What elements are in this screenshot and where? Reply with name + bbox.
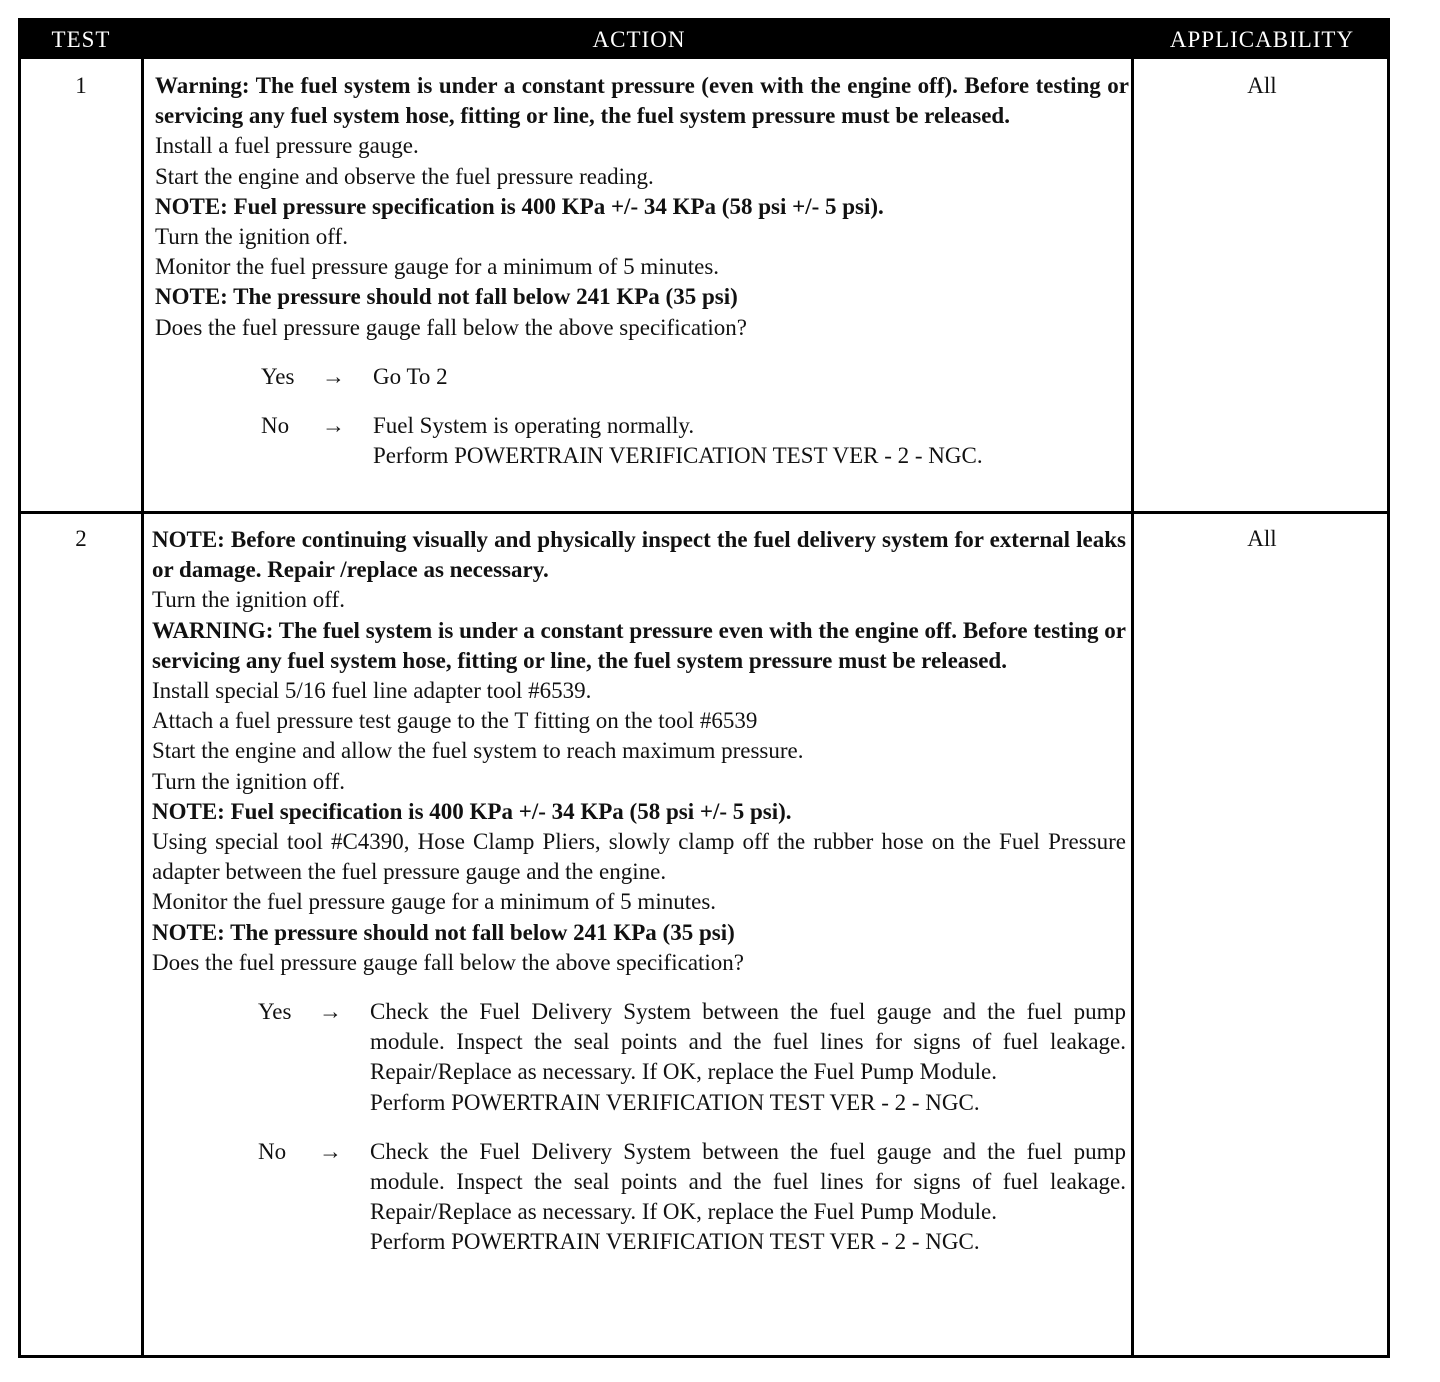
response-text bbox=[373, 362, 1129, 392]
action-cell-1 bbox=[155, 71, 1129, 471]
arrow-right-icon: → bbox=[319, 1138, 342, 1164]
response-yes bbox=[155, 362, 1129, 392]
action-note: WARNING: The fuel system is under a constant pressure even with the engine off. Before testing or servicing any fuel system hose, fitting or line, the fuel system pressure must be released. bbox=[152, 617, 1126, 673]
table-header bbox=[21, 21, 1387, 59]
action-step: Monitor the fuel pressure gauge for a minimum of 5 minutes. bbox=[152, 889, 717, 915]
response-line: Check the Fuel Delivery System between the fuel gauge and the fuel pump module. Inspect the seal points and the fuel lines for signs of fuel leakage. Repair/Replace as necessary. If OK, replace the Fuel Pump Module. bbox=[370, 999, 1126, 1085]
action-step: Install special 5/16 fuel line adapter tool #6539. bbox=[152, 678, 592, 704]
response-label: No bbox=[258, 1138, 287, 1164]
response-line: Check the Fuel Delivery System between the fuel gauge and the fuel pump module. Inspect the seal points and the fuel lines for signs of fuel leakage. Repair/Replace as necessary. If OK, replace the Fuel Pump Module. bbox=[370, 1138, 1126, 1225]
action-cell-2 bbox=[152, 525, 1126, 1258]
header-applicability: APPLICABILITY bbox=[1169, 27, 1355, 52]
action-step: Attach a fuel pressure test gauge to the T fitting on the tool #6539 bbox=[152, 708, 758, 734]
action-step: Does the fuel pressure gauge fall below the above specification? bbox=[152, 949, 745, 975]
response-text bbox=[370, 1137, 1126, 1258]
action-step: Monitor the fuel pressure gauge for a minimum of 5 minutes. bbox=[155, 254, 720, 280]
response-yes bbox=[152, 997, 1126, 1118]
response-no bbox=[155, 411, 1129, 471]
action-step: Using special tool #C4390, Hose Clamp Pliers, slowly clamp off the rubber hose on the Fuel Pressure adapter between the fuel pressure gauge and the engine. bbox=[152, 829, 1126, 885]
header-test: TEST bbox=[51, 27, 111, 52]
arrow-right-icon: → bbox=[322, 363, 345, 389]
response-line: Perform POWERTRAIN VERIFICATION TEST VER - 2 - NGC. bbox=[373, 443, 983, 469]
response-line: Perform POWERTRAIN VERIFICATION TEST VER - 2 - NGC. bbox=[370, 1229, 980, 1255]
response-label: Yes bbox=[258, 999, 292, 1025]
response-text bbox=[373, 411, 1129, 471]
action-step: Turn the ignition off. bbox=[152, 768, 345, 794]
action-step: Does the fuel pressure gauge fall below the above specification? bbox=[155, 314, 748, 340]
action-note: NOTE: The pressure should not fall below 241 KPa (35 psi) bbox=[152, 919, 735, 945]
action-note: NOTE: Before continuing visually and physically inspect the fuel delivery system for external leaks or damage. Repair /replace as necessary. bbox=[152, 527, 1126, 583]
response-line: Perform POWERTRAIN VERIFICATION TEST VER - 2 - NGC. bbox=[370, 1089, 980, 1115]
applicability-2: All bbox=[1247, 526, 1277, 551]
response-text bbox=[370, 997, 1126, 1118]
applicability-1: All bbox=[1247, 73, 1277, 98]
action-step: Turn the ignition off. bbox=[155, 224, 348, 250]
action-step: Start the engine and observe the fuel pressure reading. bbox=[155, 163, 654, 189]
response-no bbox=[152, 1137, 1126, 1258]
action-step: Install a fuel pressure gauge. bbox=[155, 133, 419, 159]
column-divider bbox=[141, 59, 144, 1355]
response-label: No bbox=[261, 413, 290, 439]
action-note: Warning: The fuel system is under a constant pressure (even with the engine off). Before testing or servicing any fuel system hose, fitting or line, the fuel system pressure must be released. bbox=[155, 73, 1129, 129]
column-divider bbox=[1131, 59, 1134, 1355]
arrow-right-icon: → bbox=[319, 999, 342, 1025]
header-action: ACTION bbox=[592, 27, 686, 52]
action-note: NOTE: Fuel pressure specification is 400 KPa +/- 34 KPa (58 psi +/- 5 psi). bbox=[155, 193, 884, 219]
arrow-right-icon: → bbox=[322, 413, 345, 439]
test-number-2: 2 bbox=[75, 526, 87, 551]
response-line: Go To 2 bbox=[373, 363, 448, 389]
row-divider bbox=[21, 511, 1387, 514]
response-label: Yes bbox=[261, 363, 295, 389]
action-step: Start the engine and allow the fuel system to reach maximum pressure. bbox=[152, 738, 804, 764]
diagnostic-table bbox=[18, 18, 1390, 1358]
action-note: NOTE: Fuel specification is 400 KPa +/- 34 KPa (58 psi +/- 5 psi). bbox=[152, 798, 792, 824]
action-step: Turn the ignition off. bbox=[152, 587, 345, 613]
test-number-1: 1 bbox=[75, 73, 87, 98]
response-line: Fuel System is operating normally. bbox=[373, 413, 695, 439]
action-note: NOTE: The pressure should not fall below 241 KPa (35 psi) bbox=[155, 284, 738, 310]
